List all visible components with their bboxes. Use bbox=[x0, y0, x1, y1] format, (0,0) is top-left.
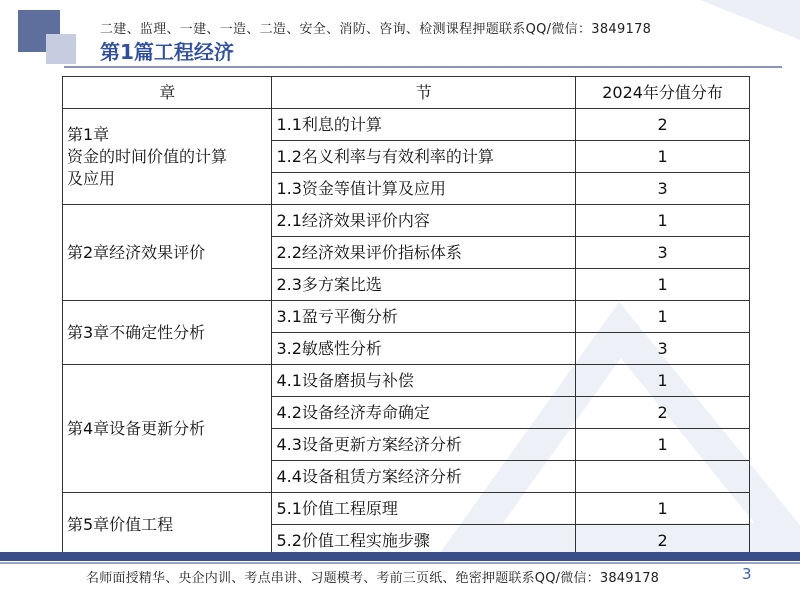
section-cell: 4.3设备更新方案经济分析 bbox=[272, 429, 576, 461]
score-cell: 2 bbox=[576, 397, 750, 429]
section-cell: 1.1利息的计算 bbox=[272, 109, 576, 141]
table-header-row bbox=[63, 77, 750, 109]
header-banner: 二建、监理、一建、一造、二造、安全、消防、咨询、检测课程押题联系QQ/微信：3849178 bbox=[100, 22, 652, 37]
score-cell: 3 bbox=[576, 173, 750, 205]
score-cell: 3 bbox=[576, 237, 750, 269]
section-cell: 1.3资金等值计算及应用 bbox=[272, 173, 576, 205]
header-section: 节 bbox=[272, 77, 576, 109]
section-cell: 1.2名义利率与有效利率的计算 bbox=[272, 141, 576, 173]
score-cell: 1 bbox=[576, 141, 750, 173]
section-cell: 4.1设备磨损与补偿 bbox=[272, 365, 576, 397]
chapter-cell: 第3章不确定性分析 bbox=[63, 301, 272, 365]
chapter-cell bbox=[63, 109, 272, 205]
score-distribution-table bbox=[62, 76, 750, 557]
chapter-cell: 第5章价值工程 bbox=[63, 493, 272, 557]
score-cell: 1 bbox=[576, 205, 750, 237]
table-row bbox=[63, 493, 750, 525]
chapter-title-line: 及应用 bbox=[67, 168, 116, 188]
score-cell: 2 bbox=[576, 525, 750, 557]
chapter-cell: 第2章经济效果评价 bbox=[63, 205, 272, 301]
table-row bbox=[63, 205, 750, 237]
footer-banner: 名师面授精华、央企内训、考点串讲、习题模考、考前三页纸、绝密押题联系QQ/微信：3849178 bbox=[86, 571, 660, 586]
chapter-cell: 第4章设备更新分析 bbox=[63, 365, 272, 493]
section-cell: 5.1价值工程原理 bbox=[272, 493, 576, 525]
page-title: 第1篇工程经济 bbox=[100, 40, 234, 64]
title-divider bbox=[64, 66, 782, 68]
score-cell: 1 bbox=[576, 301, 750, 333]
section-cell: 5.2价值工程实施步骤 bbox=[272, 525, 576, 557]
header-score: 2024年分值分布 bbox=[576, 77, 750, 109]
chapter-title-line: 第1章 bbox=[67, 124, 110, 144]
table-row bbox=[63, 109, 750, 141]
score-cell: 1 bbox=[576, 493, 750, 525]
section-cell: 2.2经济效果评价指标体系 bbox=[272, 237, 576, 269]
section-cell: 4.2设备经济寿命确定 bbox=[272, 397, 576, 429]
table-row bbox=[63, 365, 750, 397]
score-cell: 1 bbox=[576, 429, 750, 461]
table-row bbox=[63, 301, 750, 333]
page-number: 3 bbox=[742, 565, 752, 583]
chapter-title-line: 资金的时间价值的计算 bbox=[67, 146, 228, 166]
header-chapter: 章 bbox=[63, 77, 272, 109]
logo-square-light bbox=[46, 34, 76, 64]
section-cell: 2.3多方案比选 bbox=[272, 269, 576, 301]
score-cell: 1 bbox=[576, 269, 750, 301]
section-cell: 4.4设备租赁方案经济分析 bbox=[272, 461, 576, 493]
score-cell: 2 bbox=[576, 109, 750, 141]
score-cell bbox=[576, 461, 750, 493]
section-cell: 3.2敏感性分析 bbox=[272, 333, 576, 365]
score-cell: 1 bbox=[576, 365, 750, 397]
section-cell: 2.1经济效果评价内容 bbox=[272, 205, 576, 237]
score-cell: 3 bbox=[576, 333, 750, 365]
section-cell: 3.1盈亏平衡分析 bbox=[272, 301, 576, 333]
footer-rule bbox=[0, 562, 800, 564]
footer-bar bbox=[0, 552, 800, 561]
